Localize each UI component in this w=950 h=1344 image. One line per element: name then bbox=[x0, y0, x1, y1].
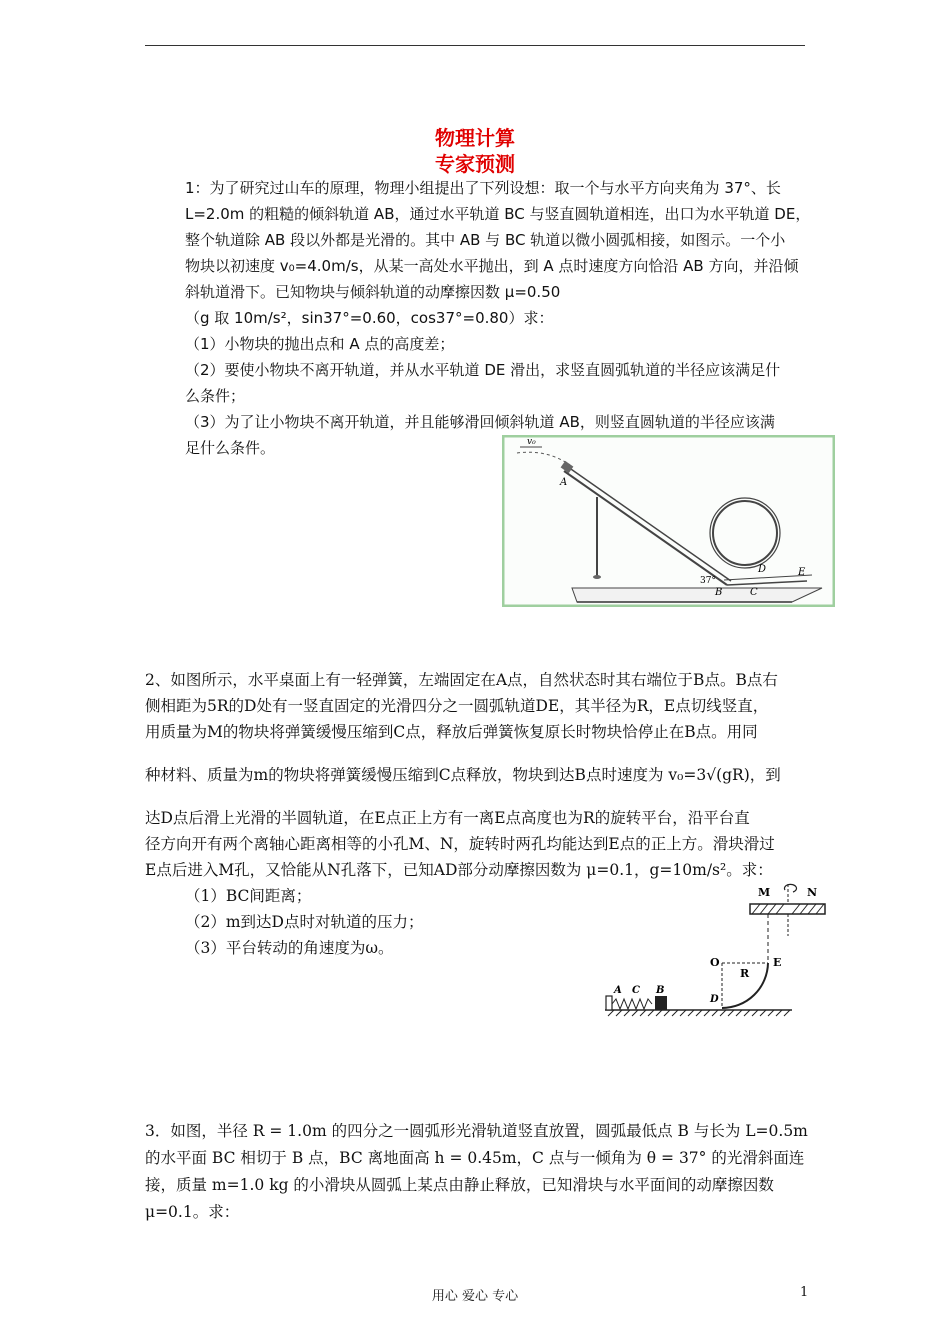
q1-line: 物块以初速度 v₀=4.0m/s，从某一高处水平抛出，到 A 点时速度方向恰沿 AB 方向，并沿倾 bbox=[185, 257, 799, 275]
v0-label: v₀ bbox=[527, 437, 536, 447]
header-rule bbox=[145, 45, 805, 46]
q2-line: （3）平台转动的角速度为ω。 bbox=[185, 939, 394, 957]
q2-line: （1）BC间距离； bbox=[185, 887, 312, 905]
q1-line: （1）小物块的抛出点和 A 点的高度差； bbox=[185, 335, 455, 353]
label-d: D bbox=[758, 564, 767, 575]
q2-line: 2、如图所示，水平桌面上有一轻弹簧，左端固定在A点，自然状态时其右端位于B点。B点右 bbox=[145, 671, 778, 689]
q1-line: L=2.0m 的粗糙的倾斜轨道 AB，通过水平轨道 BC 与竖直圆轨道相连，出口为水平轨道 DE， bbox=[185, 205, 811, 223]
q1-line: 1：为了研究过山车的原理，物理小组提出了下列设想：取一个与水平方向夹角为 37°、长 bbox=[185, 179, 781, 197]
q2-line: （2）m到达D点时对轨道的压力； bbox=[185, 913, 424, 931]
label-d2: D bbox=[710, 994, 719, 1005]
label-a: A bbox=[560, 477, 568, 488]
question-3 bbox=[145, 1118, 815, 1226]
q1-line: （3）为了让小物块不离开轨道，并且能够滑回倾斜轨道 AB，则竖直圆轨道的半径应该满 bbox=[185, 413, 775, 431]
label-b2: B bbox=[656, 985, 665, 996]
q2-line: 侧相距为5R的D处有一竖直固定的光滑四分之一圆弧轨道DE，其半径为R，E点切线竖直， bbox=[145, 697, 769, 715]
q1-line: （g 取 10m/s²，sin37°=0.60，cos37°=0.80）求： bbox=[185, 309, 554, 327]
q1-line: 么条件； bbox=[185, 387, 246, 405]
label-b: B bbox=[715, 587, 723, 598]
label-o: O bbox=[710, 956, 720, 969]
figure-roller-coaster bbox=[502, 435, 835, 607]
page-subtitle: 专家预测 bbox=[435, 152, 515, 176]
label-c2: C bbox=[632, 985, 640, 996]
question-1 bbox=[185, 175, 865, 461]
label-r: R bbox=[740, 967, 750, 980]
q2-line: 达D点后滑上光滑的半圆轨道，在E点正上方有一离E点高度也为R的旋转平台，沿平台直 bbox=[145, 809, 750, 827]
q1-line: 整个轨道除 AB 段以外都是光滑的。其中 AB 与 BC 轨道以微小圆弧相接，如图示。一个小 bbox=[185, 231, 786, 249]
q1-line: （2）要使小物块不离开轨道，并从水平轨道 DE 滑出，求竖直圆弧轨道的半径应该满足什 bbox=[185, 361, 781, 379]
label-a2: A bbox=[614, 985, 622, 996]
page-footer: 用心 爱心 专心 bbox=[431, 1289, 519, 1304]
q3-line: 的水平面 BC 相切于 B 点，BC 离地面高 h = 0.45m，C 点与一倾角为 θ = 37° 的光滑斜面连 bbox=[145, 1149, 805, 1167]
q2-line: 种材料、质量为m的物块将弹簧缓慢压缩到C点释放，物块到达B点时速度为 v₀=3√(gR)，到 bbox=[145, 766, 781, 784]
label-e2: E bbox=[773, 956, 782, 969]
q1-line: 斜轨道滑下。已知物块与倾斜轨道的动摩擦因数 μ=0.50 bbox=[185, 283, 561, 301]
q2-line: 径方向开有两个离轴心距离相等的小孔M、N，旋转时两孔均能达到E点的正上方。滑块滑过 bbox=[145, 835, 775, 853]
page-title: 物理计算 bbox=[435, 126, 515, 150]
page-number: 1 bbox=[800, 1285, 809, 1300]
q3-line: μ=0.1。求： bbox=[145, 1203, 240, 1221]
figure-spring-platform bbox=[600, 878, 840, 1023]
q3-line: 3．如图，半径 R = 1.0m 的四分之一圆弧形光滑轨道竖直放置，圆弧最低点 B 与长为 L=0.5m bbox=[145, 1122, 808, 1140]
label-n: N bbox=[807, 886, 818, 899]
label-m: M bbox=[758, 886, 771, 899]
q1-line: 足什么条件。 bbox=[185, 439, 276, 457]
q2-line: E点后进入M孔，又恰能从N孔落下，已知AD部分动摩擦因数为 μ=0.1，g=10m/s²。求： bbox=[145, 861, 773, 879]
q3-line: 接，质量 m=1.0 kg 的小滑块从圆弧上某点由静止释放，已知滑块与水平面间的动摩擦因数 bbox=[145, 1176, 774, 1194]
label-e: E bbox=[798, 567, 806, 578]
angle-label: 37° bbox=[700, 576, 716, 586]
label-c: C bbox=[750, 587, 758, 598]
q2-line: 用质量为M的物块将弹簧缓慢压缩到C点，释放后弹簧恢复原长时物块恰停止在B点。用同 bbox=[145, 723, 758, 741]
